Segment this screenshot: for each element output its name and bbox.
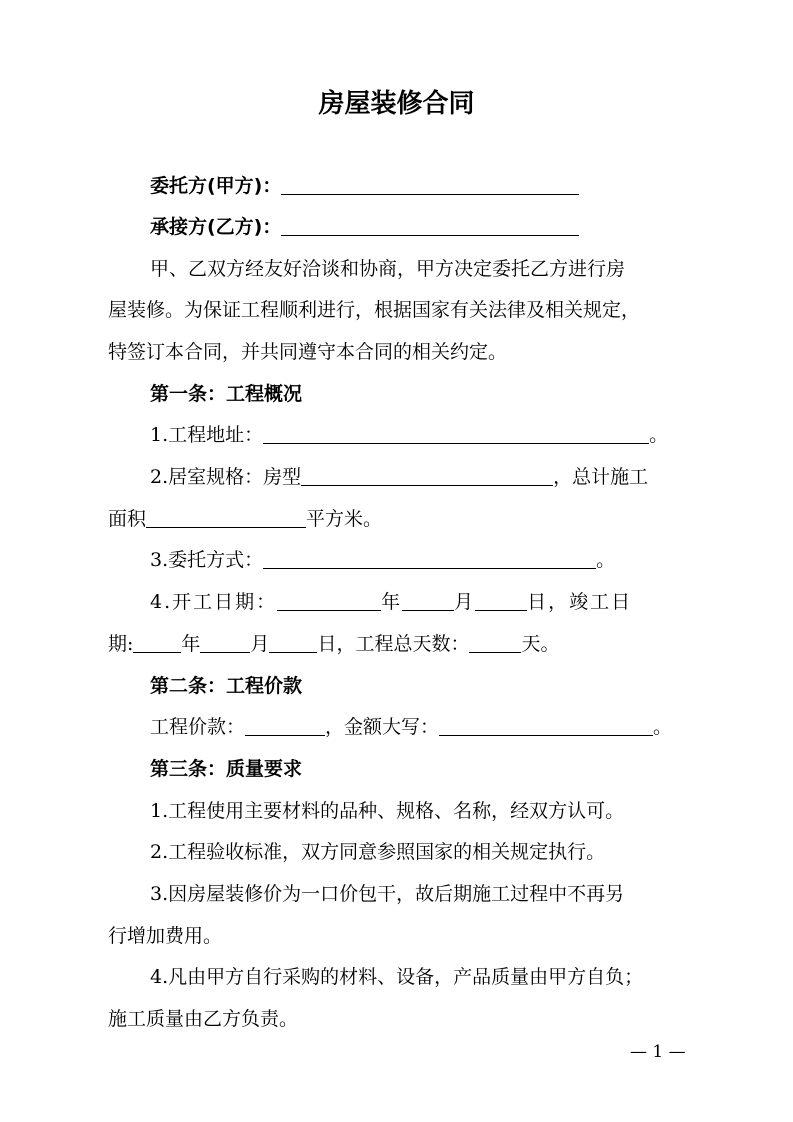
- method-label: 3.委托方式：: [150, 549, 264, 571]
- party-a-row: [150, 172, 730, 200]
- method-row: [150, 546, 730, 574]
- method-period: 。: [596, 549, 616, 571]
- end-year-blank[interactable]: [133, 632, 181, 653]
- start-label: 4.开工日期：: [150, 591, 278, 613]
- address-blank[interactable]: [263, 423, 649, 444]
- address-label: 1.工程地址：: [150, 424, 264, 446]
- intro-line-3: 特签订本合同，并共同遵守本合同的相关约定。: [108, 341, 508, 363]
- end-day-blank[interactable]: [269, 632, 317, 653]
- price-blank[interactable]: [245, 715, 325, 736]
- end-date-row: [108, 630, 688, 658]
- quality-item-4-line-1: 4.凡由甲方自行采购的材料、设备，产品质量由甲方自负；: [150, 966, 644, 988]
- start-year-blank[interactable]: [277, 590, 381, 611]
- end-day-total: 日，工程总天数：: [317, 633, 470, 655]
- intro-line-2: 屋装修。为保证工程顺利进行，根据国家有关法律及相关规定，: [108, 299, 641, 321]
- quality-item-4-line-2: 施工质量由乙方负责。: [108, 1008, 299, 1030]
- days-unit: 天。: [521, 633, 560, 655]
- article2-heading: 第二条：工程价款: [150, 675, 303, 697]
- start-month-unit: 月: [454, 591, 476, 613]
- address-row: [150, 421, 730, 449]
- start-date-row: [150, 588, 730, 616]
- method-blank[interactable]: [263, 548, 596, 569]
- quality-item-3-line-2: 行增加费用。: [108, 925, 223, 947]
- spec-total: ，总计施工: [553, 466, 649, 488]
- amount-label: ，金额大写：: [325, 716, 440, 738]
- price-row: [150, 713, 730, 741]
- total-days-blank[interactable]: [469, 632, 521, 653]
- amount-blank[interactable]: [439, 715, 653, 736]
- page-number: — 1 —: [630, 1042, 686, 1062]
- article1-heading: 第一条：工程概况: [150, 383, 303, 405]
- quality-item-2: 2.工程验收标准，双方同意参照国家的相关规定执行。: [150, 841, 606, 863]
- end-year-unit: 年: [181, 633, 201, 655]
- spec-label: 2.居室规格：房型: [150, 466, 302, 488]
- area-label: 面积: [108, 508, 147, 530]
- end-month-blank[interactable]: [200, 632, 250, 653]
- area-unit: 平方米。: [306, 508, 383, 530]
- start-day-unit: 日，竣工日: [527, 591, 633, 613]
- area-row: [108, 505, 688, 533]
- party-a-blank[interactable]: [281, 174, 579, 195]
- party-a-label: 委托方(甲方)：: [150, 175, 282, 197]
- address-period: 。: [649, 424, 669, 446]
- start-day-blank[interactable]: [475, 590, 527, 611]
- intro-line-1: 甲、乙双方经友好洽谈和协商，甲方决定委托乙方进行房: [150, 258, 626, 280]
- start-month-blank[interactable]: [402, 590, 454, 611]
- end-label: 期:: [108, 633, 134, 655]
- quality-item-3-line-1: 3.因房屋装修价为一口价包干，故后期施工过程中不再另: [150, 883, 625, 905]
- party-b-blank[interactable]: [281, 215, 579, 236]
- start-year-unit: 年: [381, 591, 403, 613]
- room-type-blank[interactable]: [301, 465, 553, 486]
- spec-row: [150, 463, 730, 491]
- end-month-unit: 月: [250, 633, 270, 655]
- document-title: 房屋装修合同: [318, 89, 475, 119]
- party-b-label: 承接方(乙方)：: [150, 216, 282, 238]
- article3-heading: 第三条：质量要求: [150, 758, 303, 780]
- area-blank[interactable]: [146, 507, 306, 528]
- price-label: 工程价款：: [150, 716, 246, 738]
- price-period: 。: [653, 716, 673, 738]
- quality-item-1: 1.工程使用主要材料的品种、规格、名称，经双方认可。: [150, 800, 625, 822]
- party-b-row: [150, 213, 730, 241]
